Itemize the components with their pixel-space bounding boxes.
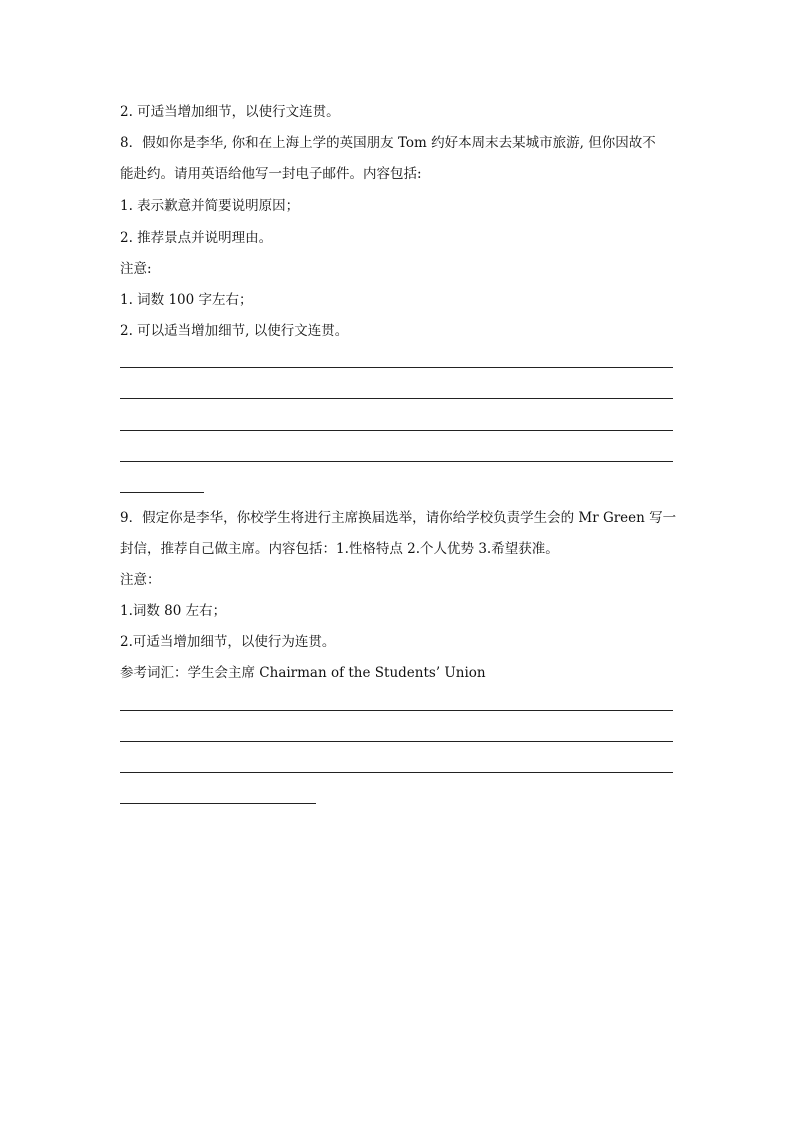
q9-answer-line-4[interactable] (120, 803, 316, 804)
q9-answer-line-3[interactable] (120, 772, 673, 773)
q9-prompt-line1: 9．假定你是李华，你校学生将进行主席换届选举，请你给学校负责学生会的 Mr Green 写一 (120, 510, 677, 526)
q9-note-label: 注意： (120, 572, 161, 588)
q8-answer-line-4[interactable] (120, 461, 673, 462)
q8-answer-line-1[interactable] (120, 367, 673, 368)
q8-answer-line-3[interactable] (120, 430, 673, 431)
q8-point-2: 2. 推荐景点并说明理由。 (120, 230, 273, 246)
q9-prompt-line2: 封信，推荐自己做主席。内容包括：1.性格特点 2.个人优势 3.希望获准。 (120, 541, 559, 557)
q8-prompt-line1: 8．假如你是李华, 你和在上海上学的英国朋友 Tom 约好本周末去某城市旅游, 但你因故不 (120, 135, 656, 151)
q8-note-1: 1. 词数 100 字左右； (120, 292, 253, 308)
q8-note-label: 注意: (120, 261, 152, 277)
q8-answer-line-2[interactable] (120, 398, 673, 399)
q9-answer-line-1[interactable] (120, 710, 673, 711)
q8-note-2: 2. 可以适当增加细节, 以使行文连贯。 (120, 323, 349, 339)
prev-item-2: 2. 可适当增加细节，以使行文连贯。 (120, 104, 340, 120)
q8-answer-line-5[interactable] (120, 492, 204, 493)
q9-answer-line-2[interactable] (120, 741, 673, 742)
q9-note-2: 2.可适当增加细节，以使行为连贯。 (120, 634, 336, 650)
q9-note-1: 1.词数 80 左右； (120, 603, 227, 619)
q8-prompt-line2: 能赴约。请用英语给他写一封电子邮件。内容包括: (120, 166, 422, 182)
q9-vocab: 参考词汇：学生会主席 Chairman of the Students’ Union (120, 665, 486, 681)
q8-point-1: 1. 表示歉意并简要说明原因； (120, 198, 300, 214)
